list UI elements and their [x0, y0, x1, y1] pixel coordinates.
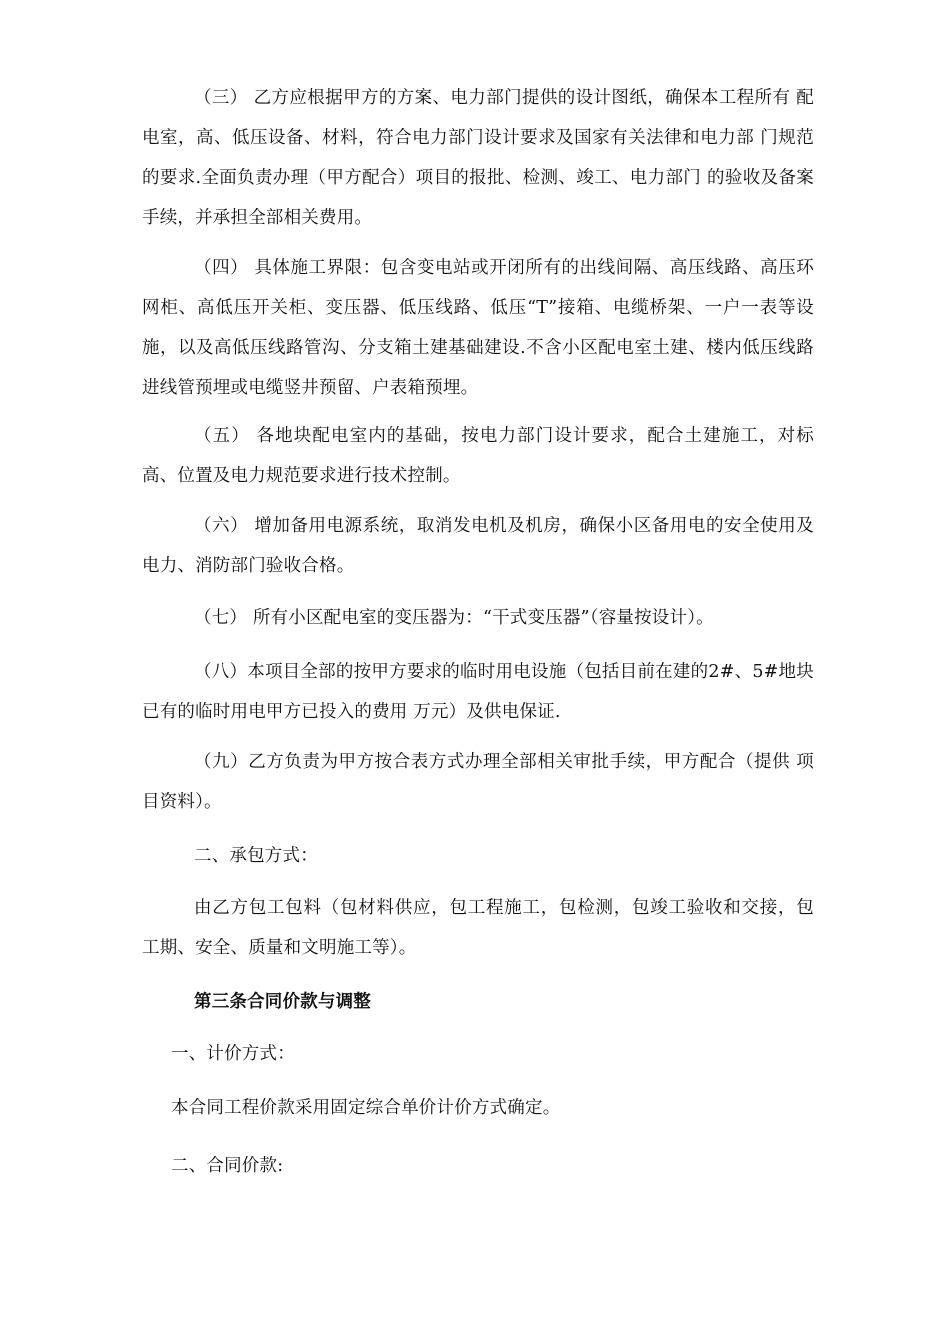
paragraph-item-5: （五） 各地块配电室内的基础，按电力部门设计要求，配合土建施工，对标高、位置及电力规范要求进行技术控制。 [142, 426, 814, 486]
section-heading-contract-mode: 二、承包方式： [194, 846, 318, 866]
section-heading-contract-price: 二、合同价款: [171, 1156, 284, 1176]
paragraph-item-6: （六） 增加备用电源系统，取消发电机及机房，确保小区备用电的安全使用及电力、消防部门验收合格。 [142, 516, 814, 576]
paragraph-item-4: （四） 具体施工界限：包含变电站或开闭所有的出线间隔、高压线路、高压环网柜、高低压开关柜、变压器、低压线路、低压“T”接箱、电缆桥架、一户一表等设施，以及高低压线路管沟、分支箱土建基础建设.不含小区配电室土建、楼内低压线路进线管预埋或电缆竖井预留、户表箱预埋。 [142, 258, 814, 398]
paragraph-item-3: （三） 乙方应根据甲方的方案、电力部门提供的设计图纸，确保本工程所有 配电室，高、低压设备、材料，符合电力部门设计要求及国家有关法律和电力部 门规范的要求.全面负责办理（甲方配合）项目的报批、检测、竣工、电力部门 的验收及备案手续，并承担全部相关费用。 [142, 88, 814, 228]
paragraph-item-9: （九）乙方负责为甲方按合表方式办理全部相关审批手续，甲方配合（提供 项目资料）。 [142, 752, 814, 812]
paragraph-item-8: （八）本项目全部的按甲方要求的临时用电设施（包括目前在建的2#、5#地块已有的临时用电甲方已投入的费用 万元）及供电保证. [142, 662, 814, 722]
article-3-heading: 第三条合同价款与调整 [194, 992, 371, 1012]
paragraph-item-7: （七） 所有小区配电室的变压器为：“干式变压器”（容量按设计）。 [194, 608, 714, 628]
section-heading-pricing-method: 一、计价方式： [171, 1044, 295, 1064]
contract-mode-body: 由乙方包工包料（包材料供应，包工程施工，包检测，包竣工验收和交接，包 工期、安全、质量和文明施工等）。 [142, 898, 814, 958]
pricing-method-body: 本合同工程价款采用固定综合单价计价方式确定。 [171, 1098, 561, 1118]
